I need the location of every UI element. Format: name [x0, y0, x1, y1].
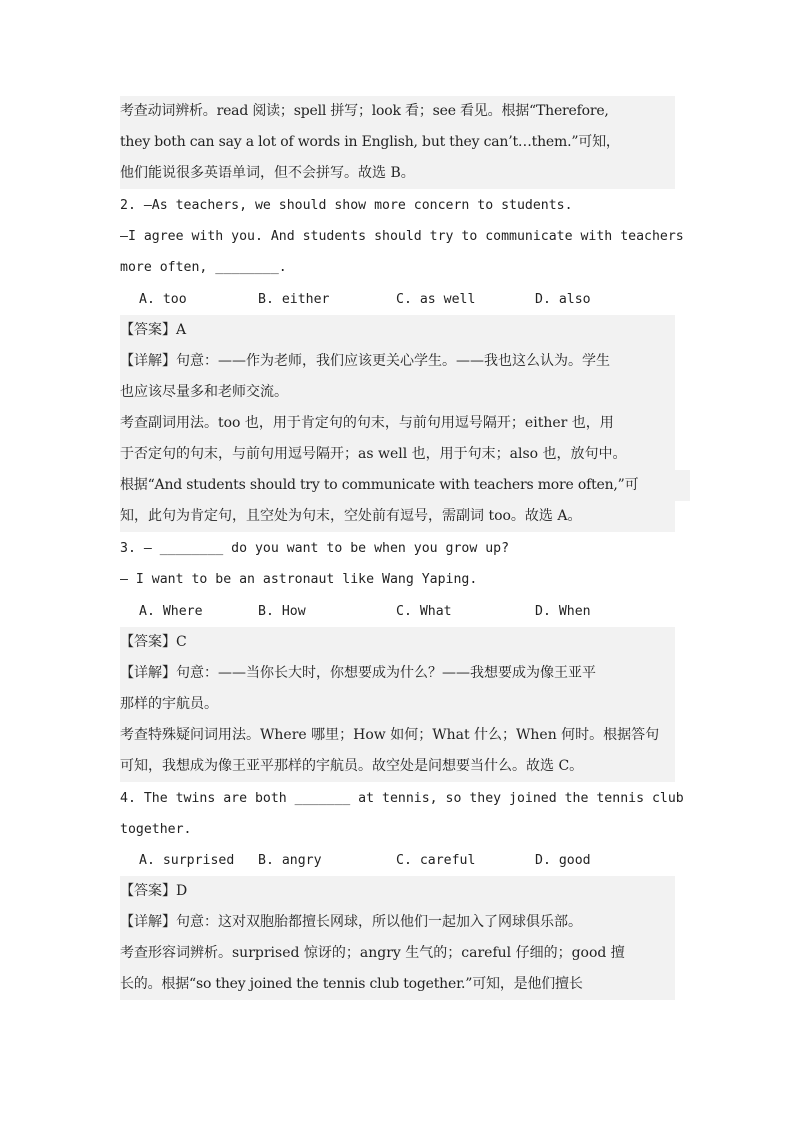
q2-options [0, 284, 794, 315]
q3-question-line-2: — I want to be an astronaut like Wang Yaping. [120, 572, 478, 587]
q4-answer: 【答案】D [120, 876, 675, 907]
q3-detail-line-4: 可知，我想成为像王亚平那样的宇航员。故空处是问想要当什么。故选 C。 [120, 751, 675, 782]
q2-option-a: A. too [139, 292, 187, 307]
q2-question-line-1: 2. —As teachers, we should show more concern to students. [120, 198, 573, 213]
q4-question-line-1: 4. The twins are both _______ at tennis, so they joined the tennis club [120, 791, 684, 806]
q4-detail-line-1: 【详解】句意：这对双胞胎都擅长网球，所以他们一起加入了网球俱乐部。 [120, 907, 675, 938]
q3-option-b: B. How [258, 604, 306, 619]
q4-options [0, 845, 794, 876]
q3-detail-line-2: 那样的宇航员。 [120, 689, 675, 720]
q3-option-d: D. When [535, 604, 591, 619]
q4-question-line-2: together. [120, 822, 192, 837]
q4-option-d: D. good [535, 853, 591, 868]
q2-answer: 【答案】A [120, 315, 675, 346]
q4-option-a: A. surprised [139, 853, 235, 868]
q2-option-b: B. either [258, 292, 330, 307]
q4-detail-line-3: 长的。根据“so they joined the tennis club together.”可知，是他们擅长 [120, 969, 675, 1000]
q3-detail-line-1: 【详解】句意：——当你长大时，你想要成为什么？——我想要成为像王亚平 [120, 658, 675, 689]
q3-detail-line-3: 考查特殊疑问词用法。Where 哪里；How 如何；What 什么；When 何时。根据答句 [120, 720, 675, 751]
q3-question-line-1: 3. — ________ do you want to be when you grow up? [120, 541, 510, 556]
q2-detail-line-6: 知，此句为肯定句，且空处为句末，空处前有逗号，需副词 too。故选 A。 [120, 501, 675, 532]
q4-option-c: C. careful [396, 853, 476, 868]
q1-explanation-line-2: they both can say a lot of words in English, but they can’t…them.”可知， [120, 127, 675, 158]
q2-option-c: C. as well [396, 292, 476, 307]
q3-option-a: A. Where [139, 604, 203, 619]
q2-option-d: D. also [535, 292, 591, 307]
q2-detail-line-4: 于否定句的句末，与前句用逗号隔开；as well 也，用于句末；also 也，放句中。 [120, 439, 675, 470]
q2-detail-line-1: 【详解】句意：——作为老师，我们应该更关心学生。——我也这么认为。学生 [120, 346, 675, 377]
q2-question-line-3: more often, ________. [120, 260, 287, 275]
q1-explanation-line-3: 他们能说很多英语单词，但不会拼写。故选 B。 [120, 158, 675, 189]
q2-detail-line-5: 根据“And students should try to communicate with teachers more often,”可 [120, 470, 690, 501]
q4-detail-line-2: 考查形容词辨析。surprised 惊讶的；angry 生气的；careful 仔细的；good 擅 [120, 938, 675, 969]
q3-option-c: C. What [396, 604, 452, 619]
q2-question-line-2: —I agree with you. And students should try to communicate with teachers [120, 229, 684, 244]
q2-detail-line-2: 也应该尽量多和老师交流。 [120, 377, 675, 408]
q3-options [0, 596, 794, 627]
q1-explanation-line-1: 考查动词辨析。read 阅读；spell 拼写；look 看；see 看见。根据“Therefore, [120, 96, 675, 127]
q3-answer: 【答案】C [120, 627, 675, 658]
q2-detail-line-3: 考查副词用法。too 也，用于肯定句的句末，与前句用逗号隔开；either 也，用 [120, 408, 675, 439]
q4-option-b: B. angry [258, 853, 322, 868]
